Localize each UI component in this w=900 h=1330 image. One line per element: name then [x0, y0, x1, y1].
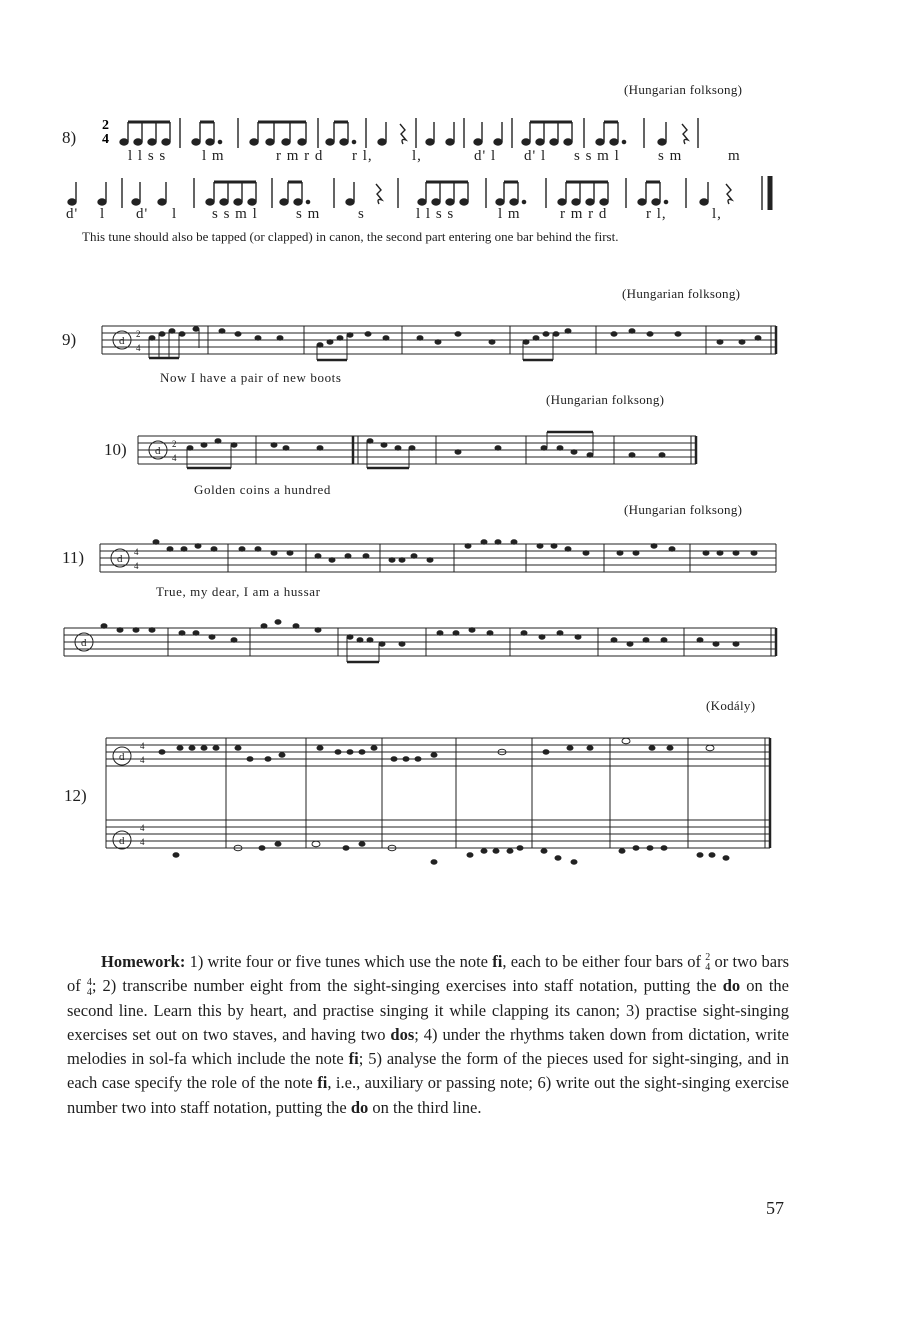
homework-text: ; 5) analyse the form of the pieces used for sight-singing, and in each case specify the role of the note: [67, 1049, 789, 1093]
source-label-12: (Kodály): [706, 698, 756, 713]
svg-text:4: 4: [134, 547, 139, 557]
svg-text:4: 4: [102, 132, 109, 147]
svg-text:2: 2: [172, 439, 177, 449]
solfa-term: do: [722, 976, 741, 996]
rhythm-line-8a: [98, 112, 788, 152]
solfa-syllable: r m r d: [276, 148, 324, 164]
homework-text: on the third line.: [368, 1097, 482, 1117]
solfa-syllable: r l,: [646, 206, 667, 222]
svg-text:4: 4: [134, 561, 139, 571]
svg-text:4: 4: [140, 823, 145, 833]
svg-text:d: d: [155, 445, 161, 457]
fraction-bottom: 4: [86, 986, 92, 998]
solfa-syllable: s m: [658, 148, 683, 164]
solfa-syllable: r l,: [352, 148, 373, 164]
svg-text:4: 4: [136, 343, 141, 353]
solfa-syllable: d' l: [524, 148, 547, 164]
svg-text:4: 4: [140, 837, 145, 847]
homework-text: 1) write four or five tunes which use the note: [185, 952, 493, 971]
solfa-syllable: l,: [712, 206, 722, 222]
solfa-syllable: l: [100, 206, 106, 222]
source-label-10: (Hungarian folksong): [546, 392, 665, 407]
page-number: 57: [766, 1198, 784, 1218]
caption-10: Golden coins a hundred: [194, 482, 332, 497]
solfa-term: fi: [348, 1049, 359, 1069]
solfa-syllable: l m: [202, 148, 225, 164]
exercise-number-9: 9): [62, 330, 77, 349]
fraction-top: 2: [705, 952, 711, 964]
exercise-number-12: 12): [64, 786, 87, 805]
solfa-syllable: m: [728, 148, 741, 164]
svg-text:d: d: [119, 835, 125, 847]
exercise-number-8: 8): [62, 128, 77, 147]
solfa-syllable: l m: [498, 206, 521, 222]
svg-text:4: 4: [140, 741, 145, 751]
svg-text:4: 4: [172, 453, 177, 463]
solfa-syllable: l l s s: [128, 148, 167, 164]
solfa-syllable: r m r d: [560, 206, 608, 222]
homework-text: , each to be either four bars of: [502, 952, 706, 971]
source-label-11: (Hungarian folksong): [624, 502, 743, 517]
homework-text: , i.e., auxiliary or passing note; 6) write out the sight-singing exercise number two into staff notation, putting the: [67, 1073, 789, 1117]
svg-text:d: d: [119, 751, 125, 763]
fraction-bottom: 4: [705, 962, 711, 974]
solfa-syllable: s s m l: [212, 206, 258, 222]
svg-text:2: 2: [102, 118, 109, 133]
homework-label: Homework:: [101, 952, 186, 971]
homework-text: ; 4) under the rhythms taken down from dictation, write melodies in sol-fa which include the note: [67, 1024, 790, 1069]
svg-text:d: d: [119, 335, 125, 347]
solfa-term: fi: [317, 1073, 328, 1093]
svg-text:d: d: [117, 553, 123, 565]
caption-11: True, my dear, I am a hussar: [156, 584, 321, 599]
solfa-term: do: [350, 1097, 369, 1117]
staff-11a: [100, 536, 778, 586]
svg-text:2: 2: [136, 329, 141, 339]
fraction-top: 4: [86, 976, 92, 988]
exercise-number-11: 11): [62, 548, 85, 567]
solfa-syllable: l: [172, 206, 178, 222]
solfa-syllable: l l s s: [416, 206, 455, 222]
homework-text: or two bars of: [67, 952, 790, 996]
solfa-syllable: s s m l: [574, 148, 620, 164]
solfa-syllable: l,: [412, 148, 422, 164]
solfa-term: dos: [390, 1024, 415, 1044]
caption-9: Now I have a pair of new boots: [160, 370, 342, 385]
staff-11b: [64, 620, 778, 670]
staff-10: [138, 428, 700, 478]
solfa-syllable: d': [66, 206, 79, 222]
source-label-8: (Hungarian folksong): [624, 82, 743, 97]
canon-note: This tune should also be tapped (or clapped) in canon, the second part entering one bar behind the first.: [82, 229, 619, 244]
staff-12-system: [100, 724, 772, 870]
solfa-syllable: s m: [296, 206, 321, 222]
staff-9: [102, 318, 778, 368]
source-label-9: (Hungarian folksong): [622, 286, 741, 301]
svg-text:4: 4: [140, 755, 145, 765]
svg-text:d: d: [81, 637, 87, 649]
solfa-line-8a: [128, 148, 768, 168]
solfa-syllable: d': [136, 206, 149, 222]
homework-text: ; 2) transcribe number eight from the sight-singing exercises into staff notation, putting the: [91, 976, 723, 996]
solfa-term: fi: [492, 952, 503, 971]
solfa-line-8b: [66, 206, 766, 226]
homework-text: on the second line. Learn this by heart, and practise singing it while clapping its canon; 3) practise sight-singing exercises set out on two staves, and having two: [67, 976, 789, 1044]
solfa-syllable: d' l: [474, 148, 497, 164]
solfa-syllable: s: [358, 206, 365, 222]
homework-paragraph: [67, 950, 789, 1120]
exercise-number-10: 10): [104, 440, 127, 459]
